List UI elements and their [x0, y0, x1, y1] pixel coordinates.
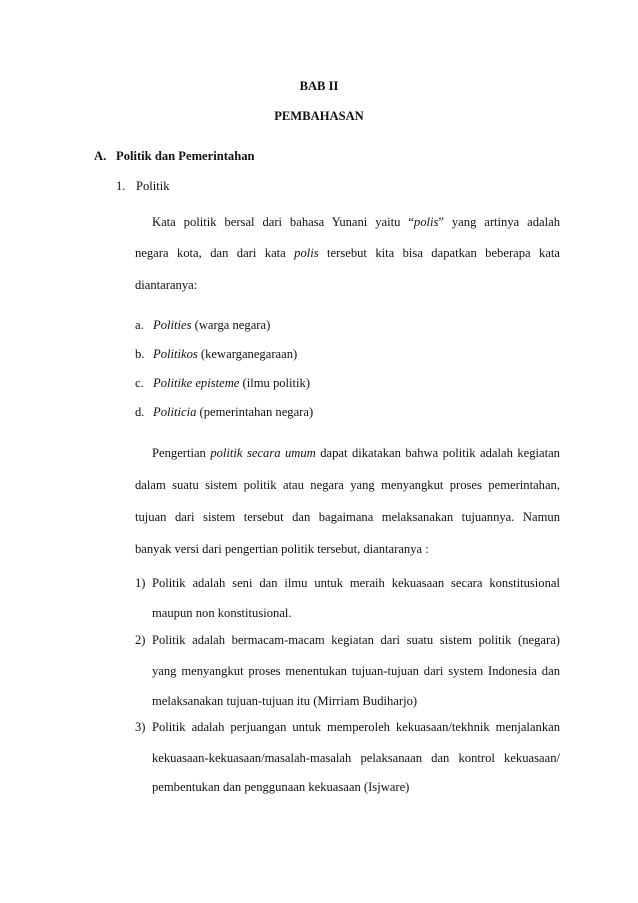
num-item-3-line-3: pembentukan dan penggunaan kekuasaan (Isjware): [152, 780, 410, 794]
num-marker-2: 2): [135, 633, 146, 647]
alpha-marker-a: a.: [135, 318, 144, 332]
alpha-item-b: Politikos (kewarganegaraan): [153, 347, 298, 361]
num-item-1-line-2: maupun non konstitusional.: [152, 606, 292, 620]
para2-line-1: Pengertian politik secara umum dapat dikatakan bahwa politik adalah kegiatan: [152, 446, 560, 460]
alpha-marker-d: d.: [135, 405, 145, 419]
para1-line-2: negara kota, dan dari kata polis tersebut kita bisa dapatkan beberapa kata: [135, 246, 560, 260]
num-item-1-line-1: Politik adalah seni dan ilmu untuk meraih kekuasaan secara konstitusional: [152, 576, 560, 590]
num-marker-3: 3): [135, 720, 146, 734]
alpha-marker-b: b.: [135, 347, 145, 361]
num-item-3-line-2: kekuasaan-kekuasaan/masalah-masalah pelaksanaan dan kontrol kekuasaan/: [152, 751, 560, 765]
para2-line-4: banyak versi dari pengertian politik tersebut, diantaranya :: [135, 542, 429, 556]
num-item-2-line-2: yang menyangkut proses menentukan tujuan-tujuan dari system Indonesia dan: [152, 664, 560, 678]
num-item-2-line-1: Politik adalah bermacam-macam kegiatan dari suatu sistem politik (negara): [152, 633, 560, 647]
chapter-label: BAB II: [299, 79, 339, 93]
num-marker-1: 1): [135, 576, 146, 590]
alpha-item-d: Politicia (pemerintahan negara): [153, 405, 314, 419]
subsection-1-marker: 1.: [116, 179, 126, 193]
section-a-title: Politik dan Pemerintahan: [116, 149, 255, 163]
alpha-item-a: Polities (warga negara): [153, 318, 271, 332]
subsection-1-title: Politik: [136, 179, 170, 193]
alpha-item-c: Politike episteme (ilmu politik): [153, 376, 311, 390]
para2-line-2: dalam suatu sistem politik atau negara yang menyangkut proses pemerintahan,: [135, 478, 560, 492]
num-item-3-line-1: Politik adalah perjuangan untuk memperoleh kekuasaan/tekhnik menjalankan: [152, 720, 560, 734]
para2-line-3: tujuan dari sistem tersebut dan bagaimana melaksanakan tujuannya. Namun: [135, 510, 560, 524]
alpha-marker-c: c.: [135, 376, 144, 390]
para1-line-1: Kata politik bersal dari bahasa Yunani yaitu “polis” yang artinya adalah: [152, 215, 561, 229]
chapter-title: PEMBAHASAN: [274, 109, 364, 123]
num-item-2-line-3: melaksanakan tujuan-tujuan itu (Mirriam Budiharjo): [152, 694, 418, 708]
section-a-marker: A.: [94, 149, 107, 163]
para1-line-3: diantaranya:: [135, 278, 198, 292]
